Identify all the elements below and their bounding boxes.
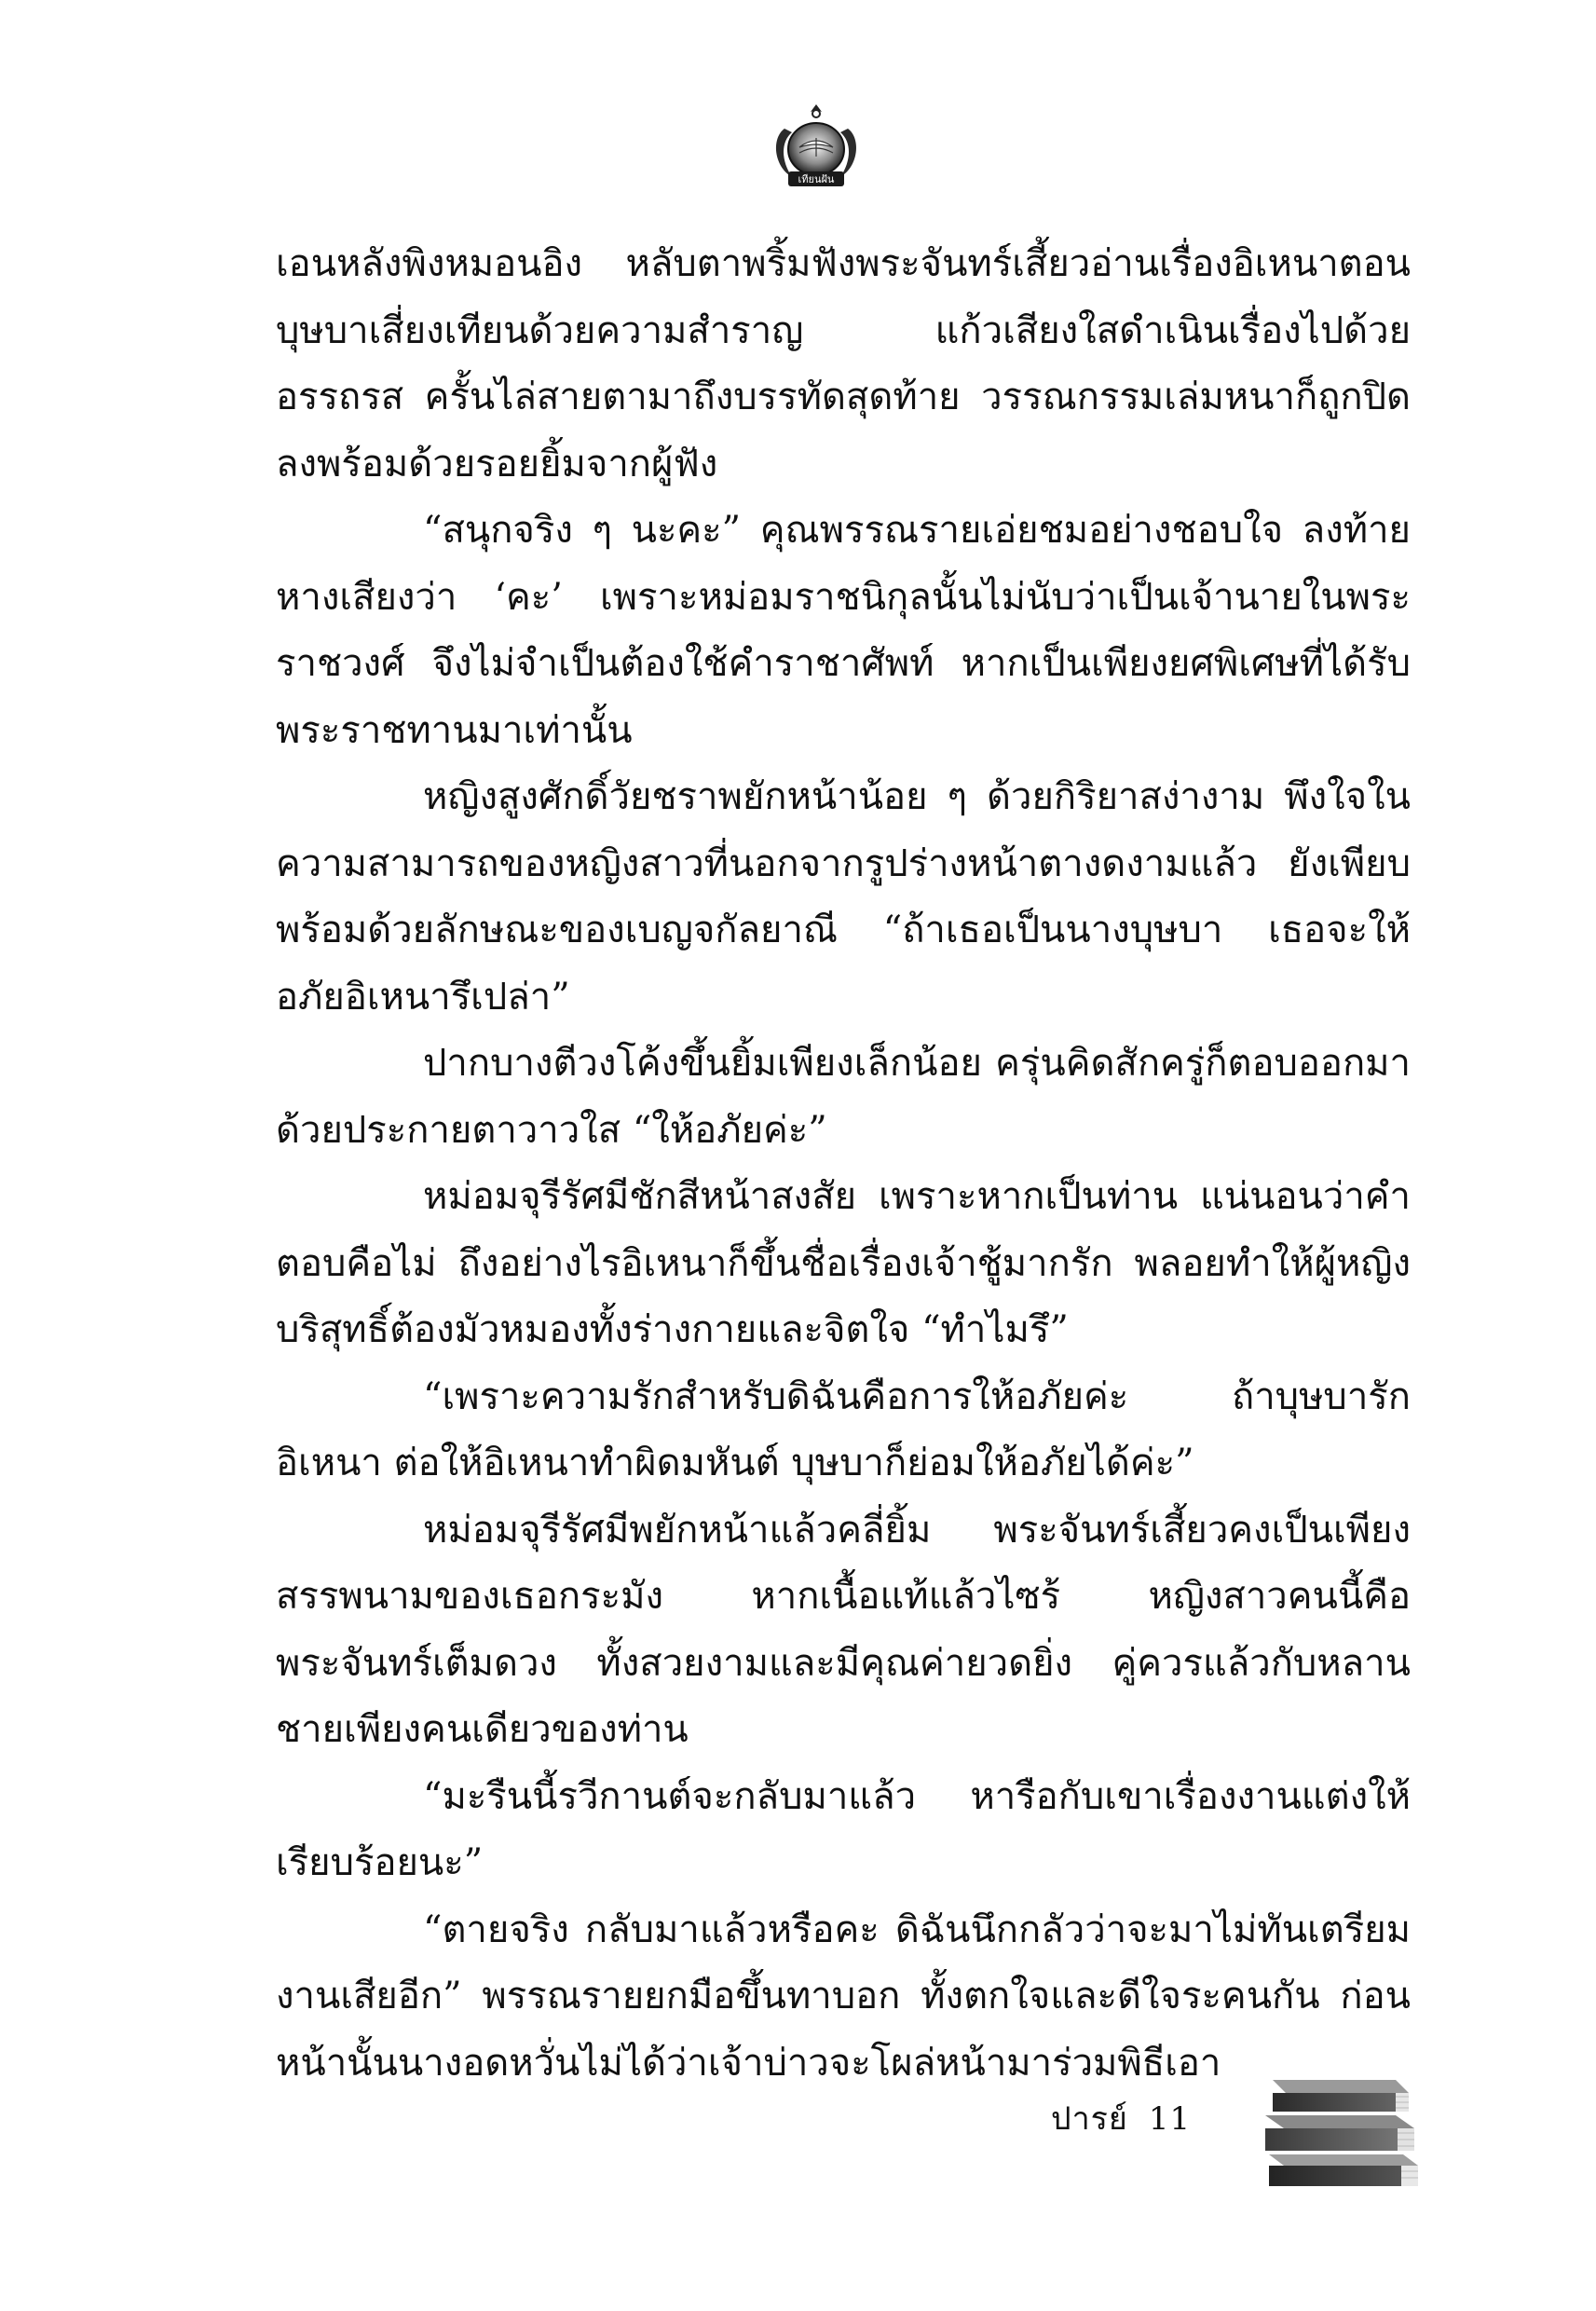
ornamental-crest-icon [764,101,868,190]
body-text [276,231,1411,2097]
paragraph: “สนุกจริง ๆ นะคะ” คุณพรรณรายเอ่ยชมอย่างชอบใจ ลงท้ายหางเสียงว่า ‘คะ’ เพราะหม่อมราชนิกุลนั้นไม่นับว่าเป็นเจ้านายในพระราชวงศ์ จึงไม่จำเป็นต้องใช้คำราชาศัพท์ หากเป็นเพียงยศพิเศษที่ได้รับพระราชทานมาเท่านั้น [276,509,1411,752]
page-footer [1051,2093,1191,2143]
page-number: 11 [1148,2100,1192,2138]
paragraph: ปากบางตีวงโค้งขึ้นยิ้มเพียงเล็กน้อย ครุ่นคิดสักครู่ก็ตอบออกมาด้วยประกายตาวาวใส “ให้อภัยค่ะ” [276,1042,1411,1152]
paragraph: หญิงสูงศักดิ์วัยชราพยักหน้าน้อย ๆ ด้วยกิริยาสง่างาม พึงใจในความสามารถของหญิงสาวที่นอกจากรูปร่างหน้าตางดงามแล้ว ยังเพียบพร้อมด้วยลักษณะของเบญจกัลยาณี “ถ้าเธอเป็นนางบุษบา เธอจะให้อภัยอิเหนารึเปล่า” [276,775,1411,1019]
paragraph: เอนหลังพิงหมอนอิง หลับตาพริ้มฟังพระจันทร์เสี้ยวอ่านเรื่องอิเหนาตอนบุษบาเสี่ยงเทียนด้วยความสำราญ แก้วเสียงใสดำเนินเรื่องไปด้วยอรรถรส ครั้นไล่สายตามาถึงบรรทัดสุดท้าย วรรณกรรมเล่มหนาก็ถูกปิดลงพร้อมด้วยรอยยิ้มจากผู้ฟัง [276,242,1411,485]
paragraph: “มะรืนนี้รวีกานต์จะกลับมาแล้ว หารือกับเขาเรื่องงานแต่งให้เรียบร้อยนะ” [276,1774,1411,1884]
paragraph: “ตายจริง กลับมาแล้วหรือคะ ดิฉันนึกกลัวว่าจะมาไม่ทันเตรียมงานเสียอีก” พรรณรายยกมือขึ้นทาบอก ทั้งตกใจและดีใจระคนกัน ก่อนหน้านั้นนางอดหวั่นไม่ได้ว่าเจ้าบ่าวจะโผล่หน้ามาร่วมพิธีเอา [276,1908,1411,2085]
book-title: ปารย์ [1051,2100,1128,2138]
paragraph: หม่อมจุรีรัศมีชักสีหน้าสงสัย เพราะหากเป็นท่าน แน่นอนว่าคำตอบคือไม่ ถึงอย่างไรอิเหนาก็ขึ้นชื่อเรื่องเจ้าชู้มากรัก พลอยทำให้ผู้หญิงบริสุทธิ์ต้องมัวหมองทั้งร่างกายและจิตใจ “ทำไมรึ” [276,1175,1411,1351]
stacked-books-icon [1256,2071,1424,2192]
paragraph: หม่อมจุรีรัศมีพยักหน้าแล้วคลี่ยิ้ม พระจันทร์เสี้ยวคงเป็นเพียงสรรพนามของเธอกระมัง หากเนื้อแท้แล้วไซร้ หญิงสาวคนนี้คือพระจันทร์เต็มดวง ทั้งสวยงามและมีคุณค่ายวดยิ่ง คู่ควรแล้วกับหลานชายเพียงคนเดียวของท่าน [276,1508,1411,1751]
logo-text: เทียนฝัน [798,173,835,185]
paragraph: “เพราะความรักสำหรับดิฉันคือการให้อภัยค่ะ ถ้าบุษบารักอิเหนา ต่อให้อิเหนาทำผิดมหันต์ บุษบาก็ย่อมให้อภัยได้ค่ะ” [276,1374,1411,1484]
